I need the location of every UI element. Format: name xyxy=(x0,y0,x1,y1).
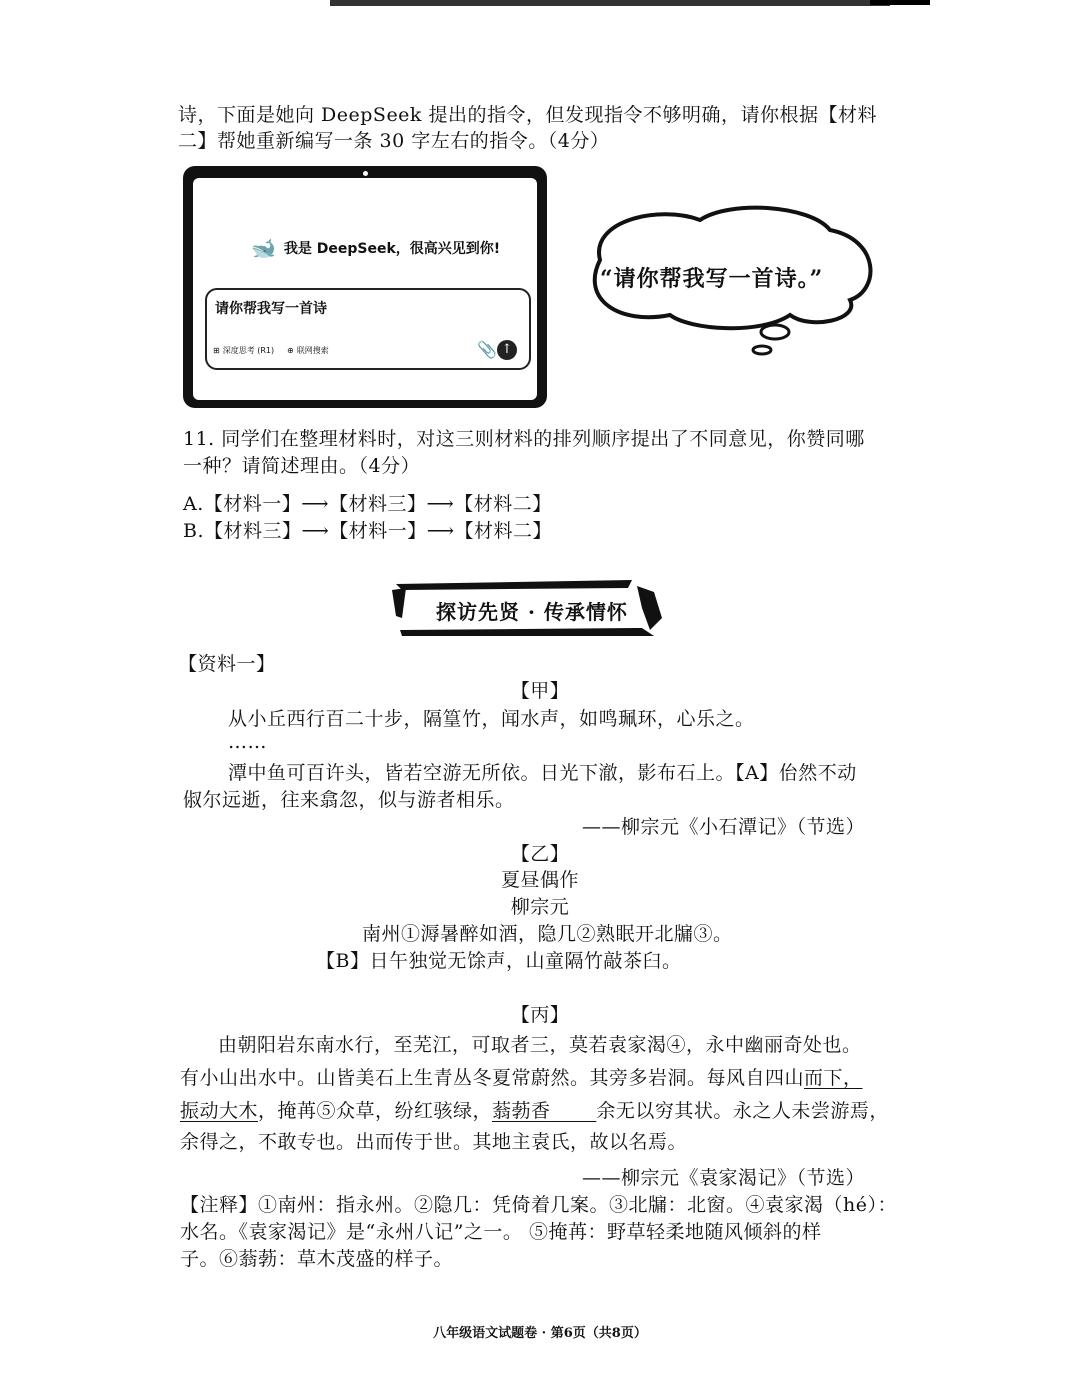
q11-option-b: B.【材料三】⟶【材料一】⟶【材料二】 xyxy=(183,520,552,542)
bing-line1: 由朝阳岩东南水行，至芜江，可取者三，莫若袁家渴④，永中幽丽奇处也。 xyxy=(218,1034,862,1056)
tablet-illustration xyxy=(183,166,547,408)
scan-artifact xyxy=(330,0,890,6)
scan-artifact xyxy=(870,0,930,5)
jia-label: 【甲】 xyxy=(510,680,570,702)
yi-line2: 【B】日午独觉无馀声，山童隔竹敲茶臼。 xyxy=(316,950,682,972)
paperclip-icon[interactable]: 📎 xyxy=(477,340,497,359)
section-title: 探访先贤 · 传承情怀 xyxy=(436,600,628,624)
q11-option-a: A.【材料一】⟶【材料三】⟶【材料二】 xyxy=(183,493,552,515)
deep-think-icon: ⊞ xyxy=(213,346,220,355)
page-footer: 八年级语文试题卷 · 第6页（共8页） xyxy=(433,1326,647,1341)
yi-title: 夏昼偶作 xyxy=(500,869,579,891)
whale-logo-icon: 🐋 xyxy=(251,236,276,260)
deepseek-greeting xyxy=(251,236,500,260)
jia-line3: 俶尔远逝，往来翕忽，似与游者相乐。 xyxy=(183,789,515,811)
yi-line1: 南州①溽暑醉如酒，隐几②熟眠开北牖③。 xyxy=(362,923,733,945)
yi-author: 柳宗元 xyxy=(510,896,570,918)
yi-label: 【乙】 xyxy=(510,843,570,865)
bing-source: ——柳宗元《袁家渴记》（节选） xyxy=(582,1167,866,1189)
jia-line1: 从小丘西行百二十步，隔篁竹，闻水声，如鸣珮环，心乐之。 xyxy=(228,708,755,730)
bing-line4: 余得之，不敢专也。出而传于世。其地主袁氏，故以名焉。 xyxy=(180,1131,688,1153)
jia-line2: 潭中鱼可百许头，皆若空游无所依。日光下澈，影布石上。【A】佁然不动 xyxy=(228,762,857,784)
tablet-screen xyxy=(193,178,537,400)
q11-line1: 11. 同学们在整理材料时，对这三则材料的排列顺序提出了不同意见，你赞同哪 xyxy=(183,428,865,450)
bing-line2: 有小山出水中。山皆美石上生青丛冬夏常蔚然。其旁多岩洞。每风自四山而下， xyxy=(180,1067,863,1089)
q10-line1: 诗，下面是她向 DeepSeek 提出的指令，但发现指令不够明确，请你根据【材料 xyxy=(178,104,877,126)
deep-think-chip[interactable]: ⊞ 深度思考 (R1) xyxy=(213,346,275,355)
source1-label: 【资料一】 xyxy=(178,653,276,675)
chat-input-text[interactable]: 请你帮我写一首诗 xyxy=(215,301,327,317)
notes-line3: 子。⑥蓊葧：草木茂盛的样子。 xyxy=(180,1248,454,1270)
jia-source: ——柳宗元《小石潭记》（节选） xyxy=(582,816,866,838)
bubble-text: “请你帮我写一首诗。” xyxy=(600,266,824,292)
notes-line1: 【注释】①南州：指永州。②隐几：凭倚着几案。③北牖：北窗。④袁家渴（hé）： xyxy=(180,1194,897,1216)
bing-label: 【丙】 xyxy=(510,1004,570,1026)
notes-line2: 水名。《袁家渴记》是“永州八记”之一。 ⑤掩苒：野草轻柔地随风倾斜的样 xyxy=(180,1221,822,1243)
q10-line2: 二】帮她重新编写一条 30 字左右的指令。（4分） xyxy=(178,130,610,152)
send-button[interactable] xyxy=(497,340,517,360)
arrow-up-icon: ↑ xyxy=(501,342,513,357)
greeting-text: 我是 DeepSeek，很高兴见到你! xyxy=(283,241,501,257)
chat-input-box[interactable] xyxy=(205,288,531,370)
globe-icon: ⊕ xyxy=(287,346,294,355)
q11-line2: 一种？请简述理由。（4分） xyxy=(183,455,421,477)
camera-dot xyxy=(363,171,368,176)
web-search-chip[interactable]: ⊕ 联网搜索 xyxy=(287,346,329,355)
jia-ellipsis: …… xyxy=(228,731,267,753)
bing-line3: 振动大木，掩苒⑤众草，纷红骇绿，蓊葧香 余无以穷其状。永之人未尝游焉， xyxy=(180,1100,889,1122)
